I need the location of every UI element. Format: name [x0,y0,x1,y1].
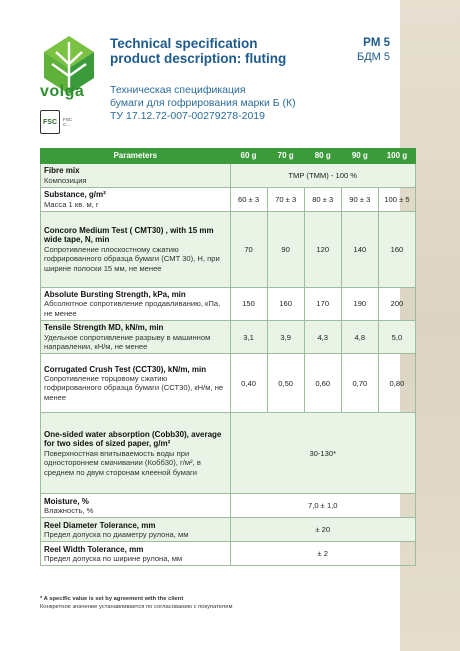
value-cell: 190 [341,288,378,321]
table-header-row [41,149,416,164]
value-cell: 150 [230,288,267,321]
table-row [41,212,416,288]
fsc-caption-2: C ... [63,122,72,127]
value-cell: 3,1 [230,321,267,354]
value-cell: 0,70 [341,354,378,413]
value-cell: 4,8 [341,321,378,354]
column-header: 70 g [267,149,304,164]
value-cell: 90 ± 3 [341,188,378,212]
parameter-cell [41,413,231,494]
parameter-name-ru: Удельное сопротивление разрыву в машинном направлении, кН/м, не менее [44,332,211,352]
value-cell: 0,80 [378,354,415,413]
table-row [41,164,416,188]
parameter-name-en: Corrugated Crush Test (CCT30), kN/m, min [44,364,207,374]
parameter-name-ru: Влажность, % [44,505,94,515]
column-header: 100 g [378,149,415,164]
parameter-name-en: Concoro Medium Test ( CMT30) , with 15 mm wide tape, N, min [44,225,214,245]
parameter-cell [41,288,231,321]
column-header: 60 g [230,149,267,164]
value-cell: 160 [378,212,415,288]
column-header: Parameters [41,149,231,164]
parameter-cell [41,212,231,288]
parameter-name-ru: Поверхностная впитываемость воды при одностороннем смачивании (Кобб30), г/м², в среднем по двум сторонам клееной бумаги [44,448,201,477]
table-row [41,288,416,321]
parameter-name-en: Tensile Strength MD, kN/m, min [44,323,164,333]
parameter-cell [41,188,231,212]
fsc-caption-1: FSC [63,117,72,122]
table-row [41,321,416,354]
machine-code [357,36,390,64]
footnote [40,595,400,611]
value-cell: 0,50 [267,354,304,413]
parameter-name-en: Substance, g/m² [44,190,106,200]
parameter-cell [41,494,231,518]
parameter-name-ru: Сопротивление торцовому сжатию гофрированного образца бумаги (ССТ30), кН/м, не менее [44,374,224,402]
title-english: Technical specification product description: fluting [110,36,287,66]
code-en: PM 5 [363,37,390,49]
column-header: 90 g [341,149,378,164]
value-cell: 160 [267,288,304,321]
value-cell: 140 [341,212,378,288]
value-cell-merged: ± 20 [230,518,416,542]
value-cell: 4,3 [304,321,341,354]
value-cell: 70 [230,212,267,288]
fsc-logo-icon: FSC [40,110,60,134]
value-cell: 0,40 [230,354,267,413]
table-row [41,413,416,494]
parameter-name-ru: Масса 1 кв. м, г [44,199,99,209]
parameter-name-en: One-sided water absorption (Cobb30), average for two sides of sized paper, g/m² [44,429,222,449]
parameter-name-en: Moisture, % [44,496,89,506]
value-cell: 5,0 [378,321,415,354]
value-cell: 90 [267,212,304,288]
parameter-cell [41,542,231,566]
value-cell: 200 [378,288,415,321]
table-row [41,494,416,518]
parameter-cell [41,321,231,354]
value-cell: 120 [304,212,341,288]
column-header: 80 g [304,149,341,164]
table-row [41,542,416,566]
value-cell: 3,9 [267,321,304,354]
parameter-cell [41,518,231,542]
value-cell: 80 ± 3 [304,188,341,212]
value-cell: 100 ± 5 [378,188,415,212]
value-cell: 0,60 [304,354,341,413]
spec-table [40,148,416,566]
parameter-name-en: Reel Diameter Tolerance, mm [44,520,156,530]
footnote-en: * A specific value is set by agreement with the client [40,596,184,602]
brand-name: volga [40,83,85,100]
parameter-name-en: Absolute Bursting Strength, kPa, min [44,290,186,299]
code-ru: БДМ 5 [356,51,390,63]
value-cell: 60 ± 3 [230,188,267,212]
table-row [41,354,416,413]
parameter-name-ru: Абсолютное сопротивление продавливанию, кПа, не менее [44,299,221,318]
value-cell-merged: ± 2 [230,542,416,566]
parameter-name-ru: Предел допуска по диаметру рулона, мм [44,529,189,539]
parameter-name-ru: Предел допуска по ширине рулона, мм [44,553,183,563]
footnote-ru: Конкретное значение устанавливается по согласованию с покупателем [40,604,233,610]
value-cell-merged: 7,0 ± 1,0 [230,494,416,518]
parameter-cell [41,164,231,188]
parameter-name-ru: Сопротивление плоскостному сжатию гофрированного образца бумаги (CMT 30), Н, при ширине полоски 15 мм, не менее [44,244,220,273]
value-cell: 170 [304,288,341,321]
value-cell-merged: TMP (TMM) - 100 % [230,164,416,188]
parameter-name-ru: Композиция [44,175,87,185]
fsc-certification [40,108,102,136]
value-cell: 70 ± 3 [267,188,304,212]
table-row [41,518,416,542]
value-cell-merged: 30-130* [230,413,416,494]
parameter-cell [41,354,231,413]
parameter-name-en: Fibre mix [44,166,80,176]
title-russian: Техническая спецификация бумаги для гофрирования марки Б (К) ТУ 17.12.72-007-00279278-2019 [110,84,296,122]
parameter-name-en: Reel Width Tolerance, mm [44,544,144,554]
table-row [41,188,416,212]
